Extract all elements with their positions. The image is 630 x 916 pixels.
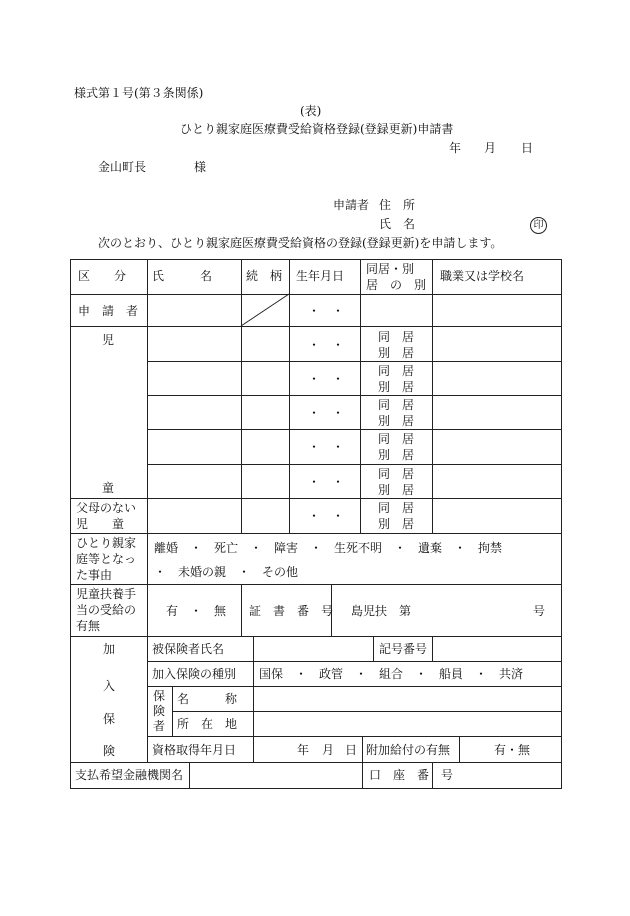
- reason-options-line2: ・ 未婚の親 ・ その他: [154, 565, 299, 579]
- applicant-row-label: 申 請 者: [78, 304, 139, 318]
- child-2-separate: 別 居: [378, 380, 415, 394]
- orphan-label-line2: 児 童: [76, 517, 125, 531]
- additional-benefit-label: 附加給付の有無: [366, 743, 451, 757]
- page-title: ひとり親家庭医療費受給資格登録(登録更新)申請書: [180, 122, 454, 136]
- orphan-birthdate-dots: ・ ・: [308, 509, 345, 523]
- orphan-cohabit: 同 居: [378, 501, 415, 515]
- insurer-address-label: 所 在 地: [177, 717, 238, 731]
- acquired-day: 日: [345, 743, 358, 757]
- child-label-bottom: 童: [102, 481, 115, 495]
- insurer-label-2: 険: [153, 704, 166, 718]
- additional-benefit-options: 有・無: [494, 743, 531, 757]
- reason-label-line1: ひとり親家: [76, 536, 137, 550]
- certificate-suffix: 号: [533, 604, 546, 618]
- header-name: 氏 名: [152, 269, 213, 283]
- insured-name-label: 被保険者氏名: [152, 642, 225, 656]
- child-2-birthdate-dots: ・ ・: [308, 372, 345, 386]
- allowance-label-line2: 当の受給の: [76, 603, 137, 617]
- insurance-type-label: 加入保険の種別: [152, 667, 237, 681]
- name-label: 氏 名: [379, 217, 416, 231]
- child-4-birthdate-dots: ・ ・: [308, 440, 345, 454]
- header-birthdate: 生年月日: [296, 269, 345, 283]
- header-relation: 続 柄: [246, 269, 283, 283]
- certificate-prefix: 島児扶 第: [351, 604, 412, 618]
- insurance-label-ho: 保: [103, 712, 116, 726]
- acquired-date-label: 資格取得年月日: [152, 743, 237, 757]
- header-occupation: 職業又は学校名: [440, 269, 525, 283]
- account-number-label: 口 座 番 号: [369, 768, 454, 782]
- child-3-cohabit: 同 居: [378, 398, 415, 412]
- reason-options-line1: 離婚 ・ 死亡 ・ 障害 ・ 生死不明 ・ 遺棄 ・ 拘禁: [154, 541, 503, 555]
- date-year: 年: [449, 141, 462, 155]
- child-label-top: 児: [102, 333, 115, 347]
- reason-label-line2: 庭等となっ: [76, 552, 137, 566]
- applicant-birthdate-dots: ・ ・: [308, 304, 345, 318]
- bank-label: 支払希望金融機関名: [75, 768, 184, 782]
- allowance-label-line1: 児童扶養手: [76, 587, 137, 601]
- intro-text: 次のとおり、ひとり親家庭医療費受給資格の登録(登録更新)を申請します。: [98, 236, 503, 250]
- child-1-separate: 別 居: [378, 346, 415, 360]
- insurance-type-options: 国保 ・ 政管 ・ 組合 ・ 船員 ・ 共済: [259, 667, 524, 681]
- insurer-label-3: 者: [153, 719, 166, 733]
- child-3-separate: 別 居: [378, 414, 415, 428]
- seal-mark: 印: [530, 217, 547, 234]
- date-month: 月: [484, 141, 497, 155]
- header-residence-line1: 同居・別: [366, 262, 415, 276]
- form-side: (表): [300, 104, 322, 118]
- addressee: 金山町長: [98, 160, 147, 174]
- header-residence-line2: 居 の 別: [366, 278, 427, 292]
- reason-label-line3: た事由: [76, 568, 113, 582]
- insurer-name-label: 名 称: [177, 692, 238, 706]
- symbol-number-label: 記号番号: [379, 642, 428, 656]
- certificate-label: 証 書 番 号: [249, 604, 334, 618]
- child-4-separate: 別 居: [378, 448, 415, 462]
- child-5-separate: 別 居: [378, 483, 415, 497]
- orphan-separate: 別 居: [378, 517, 415, 531]
- applicant-label: 申請者: [333, 198, 370, 212]
- child-2-cohabit: 同 居: [378, 364, 415, 378]
- allowance-options: 有 ・ 無: [166, 604, 227, 618]
- child-1-birthdate-dots: ・ ・: [308, 338, 345, 352]
- insurance-label-nyu: 入: [103, 679, 116, 693]
- header-category: 区 分: [78, 269, 127, 283]
- child-1-cohabit: 同 居: [378, 330, 415, 344]
- child-3-birthdate-dots: ・ ・: [308, 406, 345, 420]
- child-5-birthdate-dots: ・ ・: [308, 475, 345, 489]
- acquired-year: 年: [297, 743, 310, 757]
- date-day: 日: [521, 141, 534, 155]
- form-number: 様式第１号(第３条関係): [74, 86, 204, 100]
- acquired-month: 月: [322, 743, 335, 757]
- addressee-suffix: 様: [194, 160, 207, 174]
- insurance-label-ken: 険: [103, 744, 116, 758]
- insurance-label-ka: 加: [103, 642, 116, 656]
- insurer-label-1: 保: [153, 689, 166, 703]
- address-label: 住 所: [379, 198, 416, 212]
- child-5-cohabit: 同 居: [378, 467, 415, 481]
- orphan-label-line1: 父母のない: [76, 501, 137, 515]
- allowance-label-line3: 有無: [76, 619, 101, 633]
- child-4-cohabit: 同 居: [378, 432, 415, 446]
